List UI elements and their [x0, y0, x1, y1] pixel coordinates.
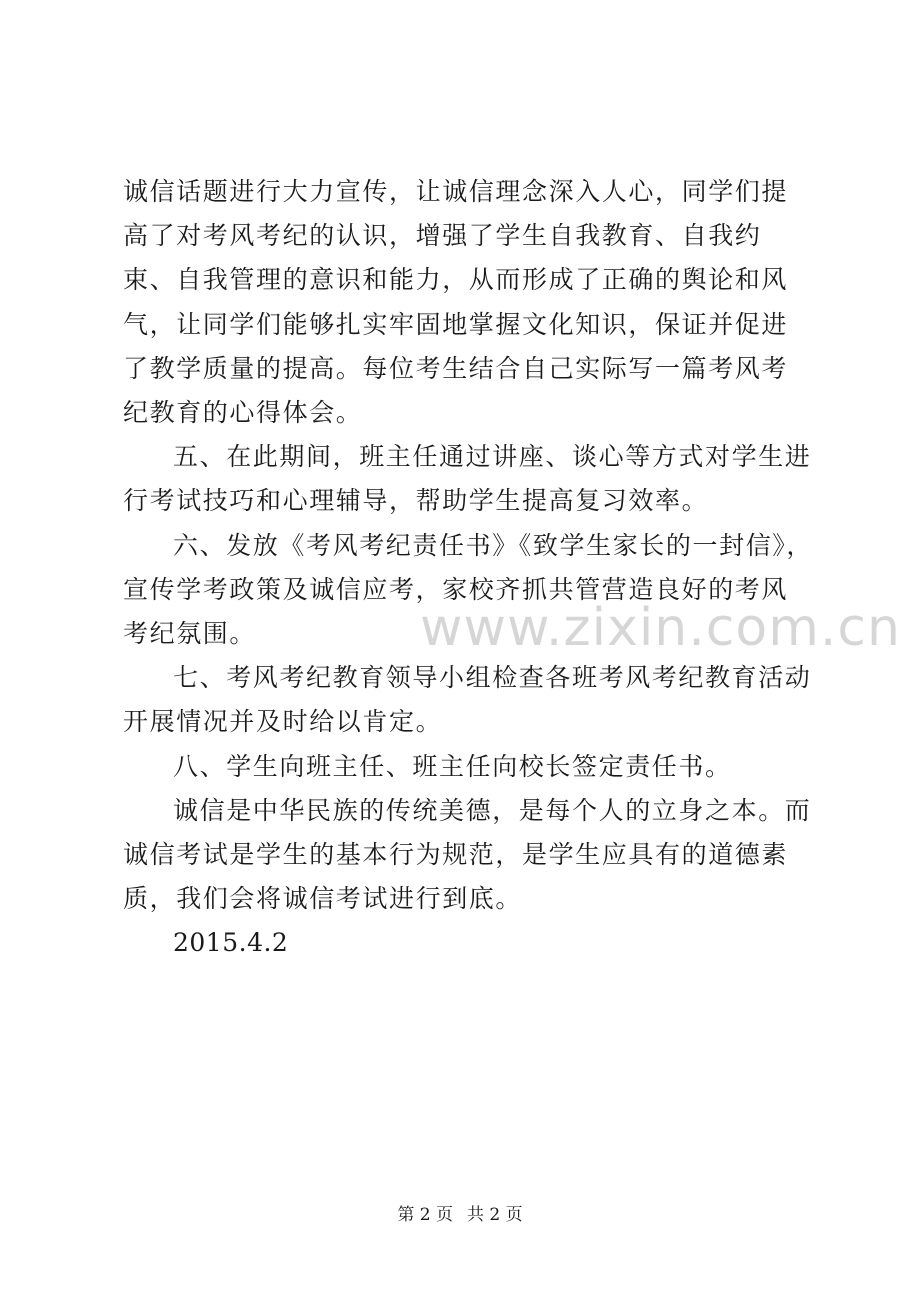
document-date: 2015.4.2	[173, 928, 289, 958]
page-number-total: 共 2 页	[467, 1205, 523, 1225]
paragraph-continuation: 诚信话题进行大力宣传，让诚信理念深入人心，同学们提高了对考风考纪的认识，增强了学生自我教育、自我约束、自我管理的意识和能力，从而形成了正确的舆论和风气，让同学们能够扎实牢固地掌握文化知识，保证并促进了教学质量的提高。每位考生结合自己实际写一篇考风考纪教育的心得体会。	[123, 177, 789, 428]
page-footer	[0, 1200, 920, 1225]
paragraph-item-7: 七、考风考纪教育领导小组检查各班考风考纪教育活动开展情况并及时给以肯定。	[123, 663, 812, 737]
paragraph-item-5: 五、在此期间，班主任通过讲座、谈心等方式对学生进行考试技巧和心理辅导，帮助学生提高复习效率。	[123, 442, 812, 516]
paragraph-item-6: 六、发放《考风考纪责任书》《致学生家长的一封信》，宣传学考政策及诚信应考，家校齐抓共管营造良好的考风考纪氛围。	[123, 530, 814, 649]
document-body	[123, 170, 813, 966]
page-number-current: 第 2 页	[397, 1205, 453, 1225]
watermark: www.zixin.com.cn	[420, 598, 901, 658]
paragraph-item-8: 八、学生向班主任、班主任向校长签定责任书。	[173, 751, 732, 781]
paragraph-conclusion: 诚信是中华民族的传统美德，是每个人的立身之本。而诚信考试是学生的基本行为规范，是学生应具有的道德素质，我们会将诚信考试进行到底。	[123, 795, 812, 914]
